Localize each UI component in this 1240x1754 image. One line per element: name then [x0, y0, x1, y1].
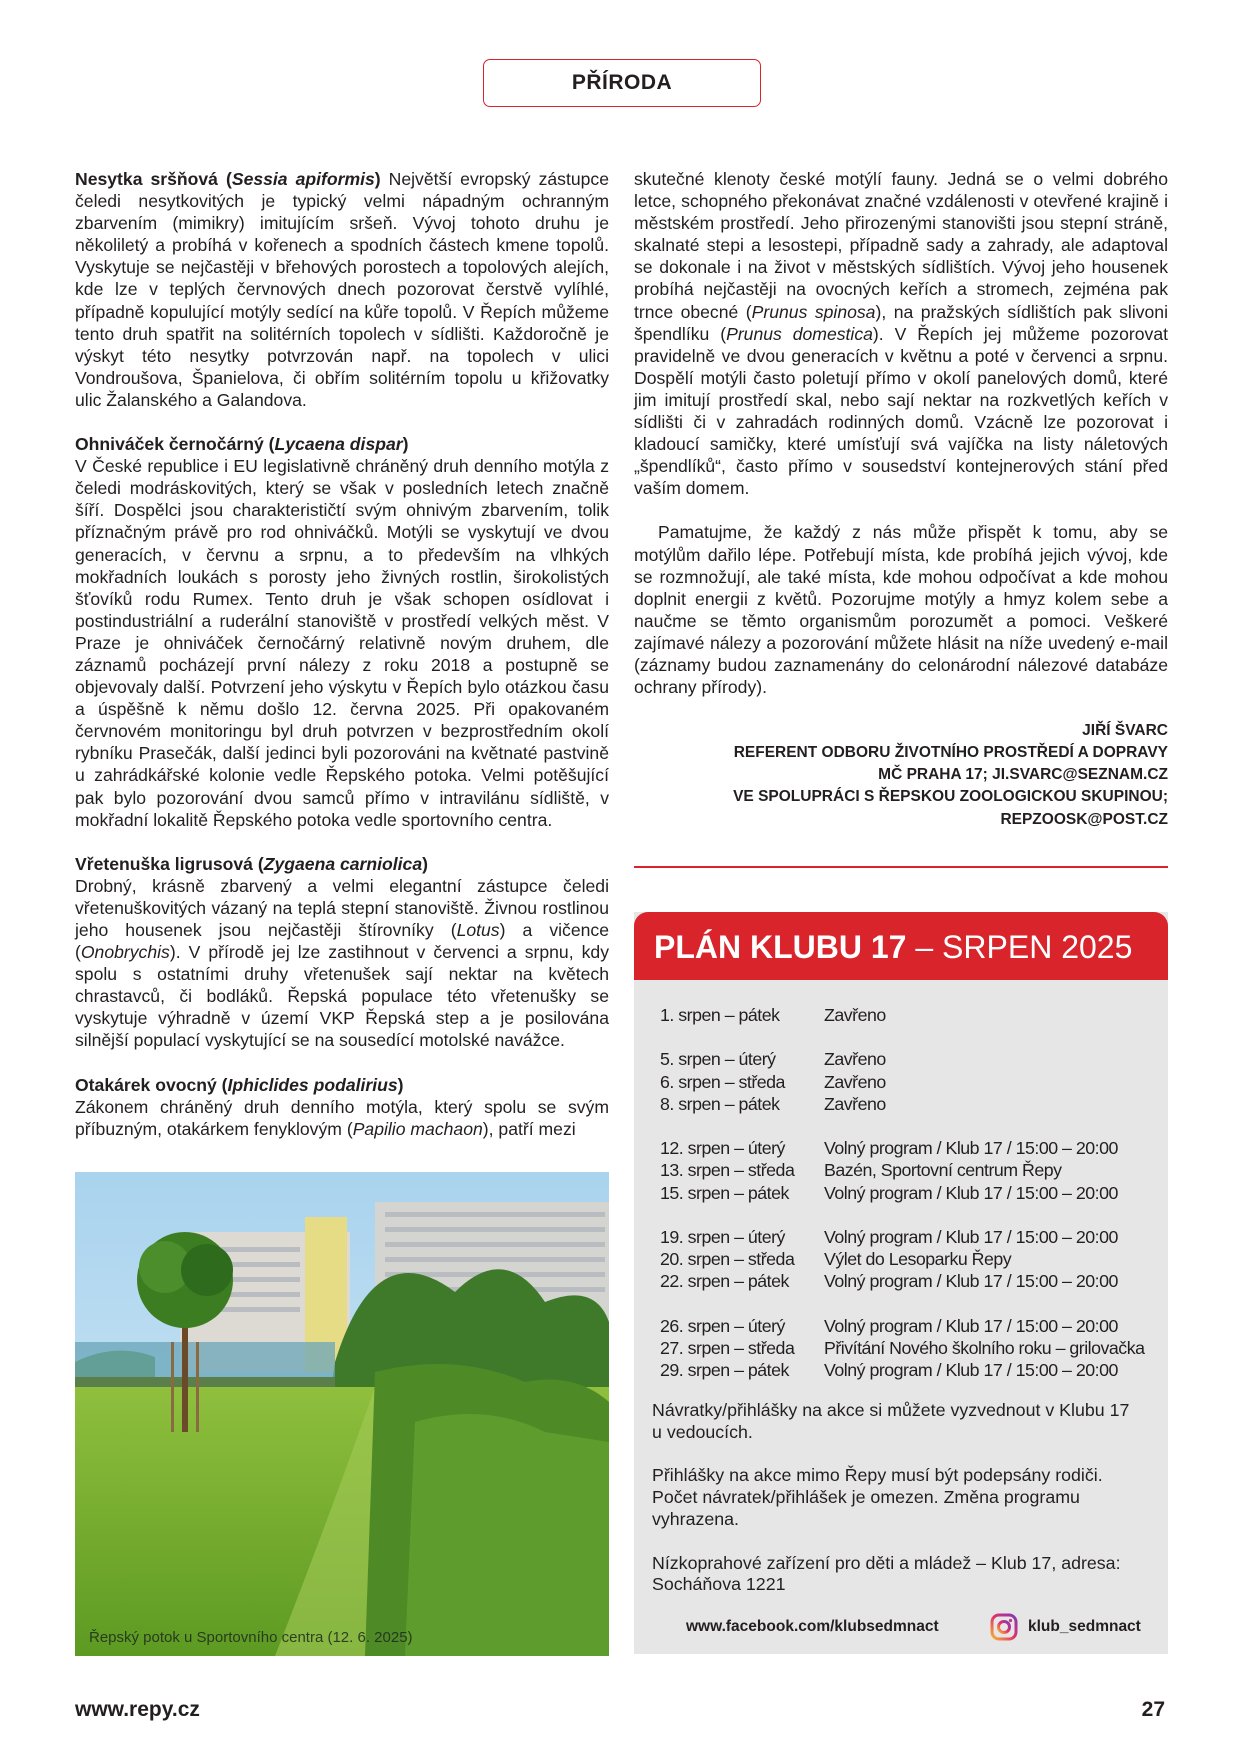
schedule-row	[660, 1048, 1144, 1070]
schedule-list	[660, 1004, 1144, 1381]
author-signature	[634, 720, 1168, 830]
schedule-spacer	[660, 1204, 1144, 1226]
signature-line: REFERENT ODBORU ŽIVOTNÍHO PROSTŘEDÍ A DOPRAVY	[733, 744, 1168, 762]
schedule-date: 20. srpen – středa	[660, 1249, 795, 1270]
plan-title: PLÁN KLUBU 17 – SRPEN 2025	[634, 912, 1168, 980]
photo-illustration	[75, 1172, 609, 1656]
schedule-event: Volný program / Klub 17 / 15:00 – 20:00	[824, 1271, 1118, 1292]
schedule-event: Volný program / Klub 17 / 15:00 – 20:00	[824, 1226, 1118, 1247]
nesytka-paragraph: Nesytka sršňová (Sessia apiformis) Největší evropský zástupce čeledi nesytkovitých je typický velmi nápadným ochranným zbarvením (mimikry) imitujícím sršeň. Vývoj tohoto druhu je několiletý a probíhá v kořenech a spodních částech kmene topolů. Vyskytuje se nejčastěji v břehových porostech a topolových alejích, kde lze v teplých červnových dnech pozorovat čerstvě vylíhlé, případně kopulující motýly sedící na kůře topolů. V Řepích můžeme tento druh spatřit na solitérních topolech v sídlišti. Každoročně je výskyt této nesytky potvrzován např. na topolech v ulici Vondroušova, Španielova, či obřím solitérním topolu u křižovatky ulic Žalanského a Galandova.	[75, 169, 609, 410]
schedule-row	[660, 1182, 1144, 1204]
schedule-row	[660, 1137, 1144, 1159]
schedule-event: Volný program / Klub 17 / 15:00 – 20:00	[824, 1315, 1118, 1336]
schedule-spacer	[660, 1115, 1144, 1137]
schedule-row	[660, 1071, 1144, 1093]
section-tag: PŘÍRODA	[483, 59, 761, 107]
schedule-event: Volný program / Klub 17 / 15:00 – 20:00	[824, 1182, 1118, 1203]
otakarek-continuation: skutečné klenoty české motýlí fauny. Jedná se o velmi dobrého letce, schopného překonávat značné vzdálenosti v otevřené krajině i městském prostředí. Jeho přirozenými stanovišti jsou stepní stráně, skalnaté stepi a lesostepi, případně sady a zahrady, ale adaptoval se dokonale i na život v městských sídlištích. Vývoj jeho housenek probíhá nejčastěji na ovocných keřích a stromech, zejména pak trnce obecné (Prunus spinosa), na pražských sídlištích pak slivoni špendlíku (Prunus domestica). V Řepích jej můžeme pozorovat pravidelně ve dvou generacích v květnu a poté v červenci a srpnu. Dospělí motýli často poletují přímo v okolí panelových domů, které jim imitují prostředí skal, nebo sají nektar na rozkvetlých keřích v sídlišti či v zahradách rodinných domů. Vzácně lze pozorovat i kladoucí samičky, které umísťují svá vajíčka na listy náletových „špendlíků“, často přímo v sousedství kontejnerových stání před vaším domem.	[634, 169, 1168, 499]
otakarek-title: Otakárek ovocný (Iphiclides podalirius)	[75, 1074, 404, 1095]
schedule-row	[660, 1337, 1144, 1359]
schedule-date: 27. srpen – středa	[660, 1337, 795, 1358]
schedule-row	[660, 1004, 1144, 1026]
schedule-spacer	[660, 1026, 1144, 1048]
footer-website[interactable]: www.repy.cz	[75, 1698, 200, 1721]
schedule-row	[660, 1159, 1144, 1181]
schedule-date: 13. srpen – středa	[660, 1160, 795, 1181]
left-column	[75, 168, 609, 1140]
schedule-date: 8. srpen – pátek	[660, 1093, 780, 1114]
plan-notes	[652, 1400, 1142, 1618]
schedule-date: 29. srpen – pátek	[660, 1360, 789, 1380]
otakarek-text: Zákonem chráněný druh denního motýla, který spolu se svým příbuzným, otakárkem fenyklovým (Papilio machaon), patří mezi	[75, 1096, 609, 1139]
schedule-event: Zavřeno	[824, 1093, 886, 1114]
instagram-icon[interactable]	[990, 1613, 1018, 1641]
signature-line: JIŘÍ ŠVARC	[1082, 722, 1168, 740]
schedule-date: 12. srpen – úterý	[660, 1138, 785, 1159]
schedule-row	[660, 1270, 1144, 1292]
schedule-event: Volný program / Klub 17 / 15:00 – 20:00	[824, 1360, 1118, 1380]
photo-caption: Řepský potok u Sportovního centra (12. 6. 2025)	[89, 1629, 413, 1646]
ohnivacek-text: V České republice i EU legislativně chráněný druh denního motýla z čeledi modráskovitých, který se však v posledních letech značně šíří. Dospělci jsou charakterističtí svým ohnivým zbarvením, tolik příznačným právě pro rod ohniváčků. Motýli se vyskytují ve dvou generacích, v červnu a srpnu, a to především na vlhkých mokřadních loukách s porosty jeho živných rostlin, širokolistých šťovíků rodu Rumex. Tento druh je však schopen osídlovat i postindustriální a ruderální stanoviště v prostředí velkých měst. V Praze je ohniváček černočárný relativně novým druhem, dle záznamů pocházejí první nálezy z roku 2018 a postupně se objevovaly další. Potvrzení jeho výskytu v Řepích bylo otázkou času a úspěšně k němu došlo 12. června 2025. Při opakovaném červnovém monitoringu byl druh potvrzen v bezprostředním okolí rybníku Prasečák, další jedinci byli pozorováni na květnaté pastvině u zahrádkářské kolonie vedle Řepského potoka. Velmi potěšující pak bylo pozorování dvou samců přímo v intravilánu sídliště, v mokřadní lokalitě Řepského potoka vedle sportovního centra.	[75, 456, 609, 830]
note-2: Přihlášky na akce mimo Řepy musí být podepsány rodiči. Počet návratek/přihlášek je omezen. Změna programu vyhrazena.	[652, 1465, 1103, 1529]
closing-paragraph: Pamatujme, že každý z nás může přispět k tomu, aby se motýlům dařilo lépe. Potřebují místa, kde probíhá jejich vývoj, kde se rozmnožují, ale také místa, kde mohou odpočívat a kde mohou doplnit energii z květů. Pozorujme motýly a hmyz kolem sebe a naučme se těmto organismům porozumět a pomoci. Veškeré zajímavé nálezy a pozorování můžete hlásit na níže uvedený e-mail (záznamy budou zaznamenány do celonárodní nálezové databáze ochrany přírody).	[634, 522, 1168, 698]
photo-repsky-potok	[75, 1172, 609, 1656]
signature-line: VE SPOLUPRÁCI S ŘEPSKOU ZOOLOGICKOU SKUPINOU;	[733, 788, 1168, 806]
schedule-row	[660, 1359, 1144, 1381]
schedule-event: Bazén, Sportovní centrum Řepy	[824, 1160, 1062, 1181]
schedule-date: 22. srpen – pátek	[660, 1271, 789, 1292]
vretenuska-title: Vřetenuška ligrusová (Zygaena carniolica)	[75, 853, 428, 874]
schedule-row	[660, 1315, 1144, 1337]
schedule-row	[660, 1248, 1144, 1270]
signature-line: MČ PRAHA 17; JI.SVARC@SEZNAM.CZ	[878, 766, 1168, 784]
nesytka-title: Nesytka sršňová (Sessia apiformis)	[75, 169, 381, 189]
ohnivacek-title: Ohniváček černočárný (Lycaena dispar)	[75, 434, 409, 455]
facebook-link[interactable]: www.facebook.com/klubsedmnact	[686, 1618, 939, 1635]
schedule-event: Zavřeno	[824, 1005, 886, 1025]
plan-klubu-box	[634, 912, 1168, 1654]
schedule-date: 15. srpen – pátek	[660, 1182, 789, 1203]
schedule-date: 5. srpen – úterý	[660, 1049, 776, 1070]
right-column	[634, 168, 1168, 831]
signature-line: REPZOOSK@POST.CZ	[1000, 810, 1168, 828]
social-links	[634, 1613, 1168, 1643]
schedule-date: 6. srpen – středa	[660, 1071, 785, 1092]
schedule-date: 26. srpen – úterý	[660, 1315, 785, 1336]
instagram-link[interactable]: klub_sedmnact	[1028, 1618, 1141, 1635]
schedule-row	[660, 1093, 1144, 1115]
schedule-date: 19. srpen – úterý	[660, 1226, 785, 1247]
schedule-date: 1. srpen – pátek	[660, 1005, 780, 1025]
schedule-event: Přivítání Nového školního roku – grilovačka	[824, 1337, 1145, 1358]
note-3: Nízkoprahové zařízení pro děti a mládež – Klub 17, adresa: Socháňova 1221	[652, 1552, 1121, 1595]
page-number: 27	[1141, 1698, 1165, 1721]
vretenuska-text: Drobný, krásně zbarvený a velmi elegantní zástupce čeledi vřetenuškovitých vázaný na teplá stepní stanoviště. Živnou rostlinou jeho housenek jsou nejčastěji štírovníky (Lotus) a vičence (Onobrychis). V přírodě jej lze zastihnout v červenci a srpnu, kdy spolu s ostatními druhy vřetenušek sají nektar na květech chrastavců, či bodláků. Řepská populace této vřetenušky se vyskytuje výhradně v území VKP Řepská step a je posilována silnější populací vyskytující se na sousedící motolské navážce.	[75, 875, 609, 1051]
note-1: Návratky/přihlášky na akce si můžete vyzvednout v Klubu 17 u vedoucích.	[652, 1400, 1130, 1442]
schedule-row	[660, 1226, 1144, 1248]
divider	[634, 866, 1168, 868]
schedule-event: Výlet do Lesoparku Řepy	[824, 1249, 1012, 1270]
schedule-event: Volný program / Klub 17 / 15:00 – 20:00	[824, 1138, 1118, 1159]
schedule-event: Zavřeno	[824, 1071, 886, 1092]
schedule-event: Zavřeno	[824, 1049, 886, 1070]
schedule-spacer	[660, 1292, 1144, 1314]
